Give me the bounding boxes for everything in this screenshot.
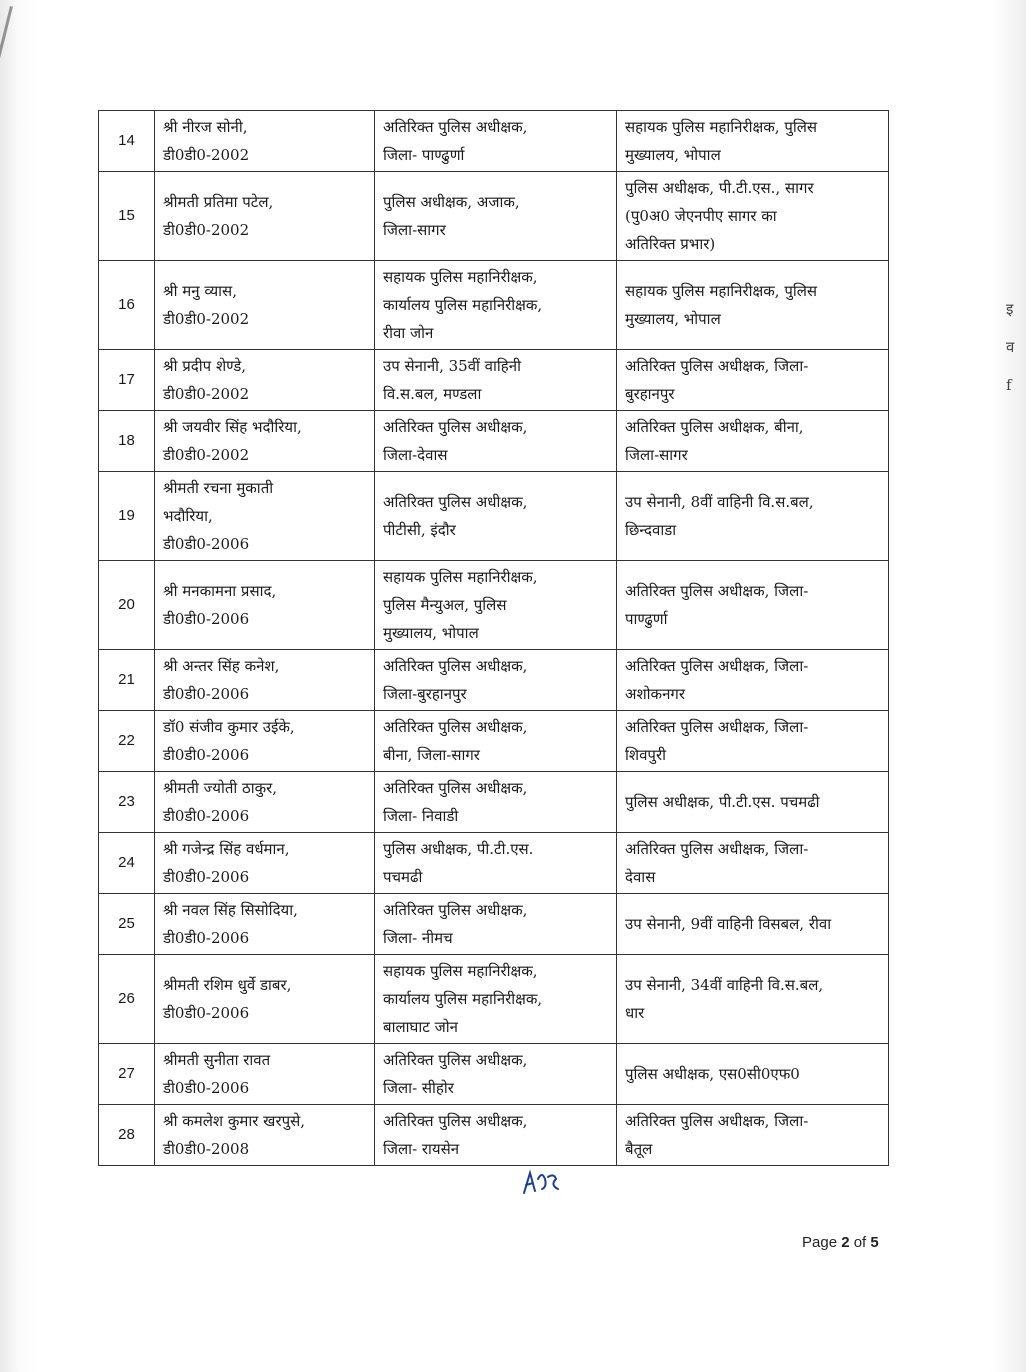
new-posting-cell — [617, 350, 889, 411]
serial-number: 23 — [99, 772, 155, 833]
serial-number: 15 — [99, 172, 155, 261]
table-row — [99, 411, 889, 472]
current-posting-line: अतिरिक्त पुलिस अधीक्षक, — [383, 1112, 528, 1130]
serial-number: 18 — [99, 411, 155, 472]
officer-name-line: श्री नवल सिंह सिसोदिया, — [163, 901, 298, 919]
table-body — [99, 111, 889, 1166]
officer-name-line: डी0डी0-2006 — [163, 868, 250, 886]
officer-name-line: डी0डी0-2006 — [163, 1004, 250, 1022]
initials-signature — [520, 1165, 564, 1197]
officer-name-line: श्री अन्तर सिंह कनेश, — [163, 657, 280, 675]
new-posting-line: अतिरिक्त पुलिस अधीक्षक, जिला- — [625, 718, 809, 736]
table-row — [99, 350, 889, 411]
officer-name-line: डी0डी0-2002 — [163, 146, 250, 164]
table-row — [99, 261, 889, 350]
current-posting-line: पुलिस अधीक्षक, पी.टी.एस. — [383, 840, 534, 858]
serial-number: 19 — [99, 472, 155, 561]
officer-name-cell — [155, 172, 375, 261]
officer-name-line: डी0डी0-2006 — [163, 685, 250, 703]
current-posting-cell — [375, 955, 617, 1044]
officer-name-line: डॉ0 संजीव कुमार उईके, — [163, 718, 295, 736]
table-row — [99, 1044, 889, 1105]
officer-name-cell — [155, 650, 375, 711]
new-posting-line: उप सेनानी, 8वीं वाहिनी वि.स.बल, — [625, 493, 814, 511]
officer-name-line: भदौरिया, — [163, 507, 213, 525]
officer-name-line: डी0डी0-2002 — [163, 221, 250, 239]
officer-name-line: डी0डी0-2006 — [163, 929, 250, 947]
serial-number: 28 — [99, 1105, 155, 1166]
officer-name-line: डी0डी0-2006 — [163, 610, 250, 628]
table-row — [99, 561, 889, 650]
new-posting-line: अशोकनगर — [625, 685, 685, 703]
current-posting-line: जिला-सागर — [383, 221, 446, 239]
current-posting-line: अतिरिक्त पुलिस अधीक्षक, — [383, 779, 528, 797]
current-posting-line: बालाघाट जोन — [383, 1018, 458, 1036]
new-posting-cell — [617, 833, 889, 894]
new-posting-line: बुरहानपुर — [625, 385, 675, 403]
current-posting-line: बीना, जिला-सागर — [383, 746, 480, 764]
serial-number: 26 — [99, 955, 155, 1044]
bleed-fragment: व — [1006, 338, 1015, 356]
serial-number: 27 — [99, 1044, 155, 1105]
officer-name-line: डी0डी0-2006 — [163, 807, 250, 825]
serial-number: 20 — [99, 561, 155, 650]
new-posting-cell — [617, 894, 889, 955]
officer-name-line: श्री मनकामना प्रसाद, — [163, 582, 277, 600]
current-posting-cell — [375, 833, 617, 894]
current-posting-cell — [375, 261, 617, 350]
page-current: 2 — [841, 1234, 850, 1251]
table-row — [99, 772, 889, 833]
page-total: 5 — [870, 1234, 879, 1251]
current-posting-line: अतिरिक्त पुलिस अधीक्षक, — [383, 493, 528, 511]
new-posting-cell — [617, 261, 889, 350]
current-posting-cell — [375, 172, 617, 261]
new-posting-line: धार — [625, 1004, 645, 1022]
new-posting-line: मुख्यालय, भोपाल — [625, 310, 721, 328]
new-posting-line: अतिरिक्त पुलिस अधीक्षक, जिला- — [625, 357, 809, 375]
current-posting-line: अतिरिक्त पुलिस अधीक्षक, — [383, 418, 528, 436]
new-posting-line: अतिरिक्त पुलिस अधीक्षक, जिला- — [625, 840, 809, 858]
current-posting-cell — [375, 111, 617, 172]
officer-name-line: श्री कमलेश कुमार खरपुसे, — [163, 1112, 306, 1130]
table-row — [99, 894, 889, 955]
table-row — [99, 111, 889, 172]
current-posting-line: जिला- रायसेन — [383, 1140, 460, 1158]
officer-name-line: डी0डी0-2002 — [163, 310, 250, 328]
officer-name-line: श्री जयवीर सिंह भदौरिया, — [163, 418, 302, 436]
page-middle: of — [849, 1234, 871, 1251]
officer-name-cell — [155, 772, 375, 833]
current-posting-line: सहायक पुलिस महानिरीक्षक, — [383, 962, 538, 980]
new-posting-cell — [617, 711, 889, 772]
officer-name-cell — [155, 261, 375, 350]
officer-name-line: श्रीमती प्रतिमा पटेल, — [163, 193, 274, 211]
officer-name-line: श्रीमती सुनीता रावत — [163, 1051, 271, 1069]
serial-number: 24 — [99, 833, 155, 894]
table-row — [99, 472, 889, 561]
current-posting-line: पचमढी — [383, 868, 423, 886]
current-posting-line: सहायक पुलिस महानिरीक्षक, — [383, 568, 538, 586]
serial-number: 17 — [99, 350, 155, 411]
new-posting-cell — [617, 1044, 889, 1105]
officer-name-cell — [155, 711, 375, 772]
current-posting-line: कार्यालय पुलिस महानिरीक्षक, — [383, 990, 543, 1008]
new-posting-line: सहायक पुलिस महानिरीक्षक, पुलिस — [625, 118, 818, 136]
table-row — [99, 1105, 889, 1166]
current-posting-line: जिला-देवास — [383, 446, 448, 464]
officer-name-line: डी0डी0-2002 — [163, 446, 250, 464]
current-posting-cell — [375, 561, 617, 650]
current-posting-line: अतिरिक्त पुलिस अधीक्षक, — [383, 118, 528, 136]
bleed-fragment: इ — [1006, 300, 1014, 318]
officer-name-line: श्रीमती ज्योती ठाकुर, — [163, 779, 278, 797]
new-posting-line: उप सेनानी, 9वीं वाहिनी विसबल, रीवा — [625, 915, 832, 933]
new-posting-line: अतिरिक्त प्रभार) — [625, 235, 716, 253]
serial-number: 14 — [99, 111, 155, 172]
serial-number: 16 — [99, 261, 155, 350]
officer-name-line: डी0डी0-2002 — [163, 385, 250, 403]
officer-name-cell — [155, 833, 375, 894]
table-row — [99, 955, 889, 1044]
new-posting-line: उप सेनानी, 34वीं वाहिनी वि.स.बल, — [625, 976, 824, 994]
current-posting-cell — [375, 1105, 617, 1166]
officer-name-cell — [155, 1105, 375, 1166]
table-row — [99, 833, 889, 894]
new-posting-cell — [617, 172, 889, 261]
officer-name-line: श्री प्रदीप शेण्डे, — [163, 357, 247, 375]
officer-name-line: डी0डी0-2006 — [163, 746, 250, 764]
current-posting-line: वि.स.बल, मण्डला — [383, 385, 482, 403]
serial-number: 22 — [99, 711, 155, 772]
current-posting-line: जिला- पाण्ढुर्णा — [383, 146, 465, 164]
new-posting-line: अतिरिक्त पुलिस अधीक्षक, जिला- — [625, 657, 809, 675]
current-posting-cell — [375, 894, 617, 955]
officer-name-line: श्री मनु व्यास, — [163, 282, 237, 300]
new-posting-cell — [617, 955, 889, 1044]
current-posting-line: अतिरिक्त पुलिस अधीक्षक, — [383, 657, 528, 675]
officer-name-line: डी0डी0-2008 — [163, 1140, 250, 1158]
transfer-table — [98, 110, 889, 1166]
officer-name-line: डी0डी0-2006 — [163, 535, 250, 553]
table-row — [99, 711, 889, 772]
current-posting-cell — [375, 472, 617, 561]
serial-number: 25 — [99, 894, 155, 955]
officer-name-line: श्री गजेन्द्र सिंह वर्धमान, — [163, 840, 290, 858]
new-posting-line: पुलिस अधीक्षक, पी.टी.एस., सागर — [625, 179, 814, 197]
officer-name-line: श्रीमती रशिम धुर्वे डाबर, — [163, 976, 292, 994]
bleed-fragment: f — [1006, 376, 1012, 394]
table-row — [99, 172, 889, 261]
page-number — [802, 1234, 879, 1251]
current-posting-line: अतिरिक्त पुलिस अधीक्षक, — [383, 718, 528, 736]
current-posting-line: अतिरिक्त पुलिस अधीक्षक, — [383, 901, 528, 919]
officer-name-cell — [155, 561, 375, 650]
new-posting-line: अतिरिक्त पुलिस अधीक्षक, जिला- — [625, 582, 809, 600]
table-row — [99, 650, 889, 711]
current-posting-line: उप सेनानी, 35वीं वाहिनी — [383, 357, 521, 375]
new-posting-cell — [617, 472, 889, 561]
officer-name-cell — [155, 472, 375, 561]
new-posting-line: छिन्दवाडा — [625, 521, 677, 539]
officer-name-cell — [155, 955, 375, 1044]
current-posting-line: रीवा जोन — [383, 324, 434, 342]
current-posting-cell — [375, 711, 617, 772]
current-posting-line: पुलिस अधीक्षक, अजाक, — [383, 193, 520, 211]
serial-number: 21 — [99, 650, 155, 711]
current-posting-cell — [375, 650, 617, 711]
new-posting-line: पुलिस अधीक्षक, पी.टी.एस. पचमढी — [625, 793, 820, 811]
current-posting-cell — [375, 772, 617, 833]
new-posting-line: जिला-सागर — [625, 446, 688, 464]
officer-name-line: श्री नीरज सोनी, — [163, 118, 248, 136]
page-prefix: Page — [802, 1234, 842, 1251]
new-posting-cell — [617, 650, 889, 711]
officer-name-cell — [155, 111, 375, 172]
current-posting-line: जिला-बुरहानपुर — [383, 685, 467, 703]
new-posting-line: (पु0अ0 जेएनपीए सागर का — [625, 207, 777, 225]
officer-name-line: डी0डी0-2006 — [163, 1079, 250, 1097]
officer-name-cell — [155, 894, 375, 955]
current-posting-cell — [375, 1044, 617, 1105]
new-posting-line: देवास — [625, 868, 656, 886]
new-posting-cell — [617, 772, 889, 833]
current-posting-cell — [375, 350, 617, 411]
current-posting-line: जिला- निवाडी — [383, 807, 459, 825]
current-posting-line: सहायक पुलिस महानिरीक्षक, — [383, 268, 538, 286]
new-posting-line: बैतूल — [625, 1140, 653, 1158]
new-posting-line: पाण्ढुर्णा — [625, 610, 668, 628]
officer-name-line: श्रीमती रचना मुकाती — [163, 479, 274, 497]
new-posting-line: सहायक पुलिस महानिरीक्षक, पुलिस — [625, 282, 818, 300]
new-posting-cell — [617, 411, 889, 472]
officer-name-cell — [155, 350, 375, 411]
current-posting-line: पीटीसी, इंदौर — [383, 521, 456, 539]
officer-name-cell — [155, 411, 375, 472]
new-posting-line: अतिरिक्त पुलिस अधीक्षक, जिला- — [625, 1112, 809, 1130]
new-posting-line: अतिरिक्त पुलिस अधीक्षक, बीना, — [625, 418, 804, 436]
new-posting-line: पुलिस अधीक्षक, एस0सी0एफ0 — [625, 1065, 800, 1083]
current-posting-line: मुख्यालय, भोपाल — [383, 624, 479, 642]
current-posting-line: कार्यालय पुलिस महानिरीक्षक, — [383, 296, 543, 314]
current-posting-line: पुलिस मैन्युअल, पुलिस — [383, 596, 507, 614]
new-posting-cell — [617, 561, 889, 650]
officer-name-cell — [155, 1044, 375, 1105]
new-posting-line: मुख्यालय, भोपाल — [625, 146, 721, 164]
current-posting-line: जिला- नीमच — [383, 929, 453, 947]
current-posting-cell — [375, 411, 617, 472]
current-posting-line: जिला- सीहोर — [383, 1079, 454, 1097]
new-posting-line: शिवपुरी — [625, 746, 666, 764]
new-posting-cell — [617, 1105, 889, 1166]
new-posting-cell — [617, 111, 889, 172]
next-page-bleed — [1006, 290, 1026, 404]
current-posting-line: अतिरिक्त पुलिस अधीक्षक, — [383, 1051, 528, 1069]
